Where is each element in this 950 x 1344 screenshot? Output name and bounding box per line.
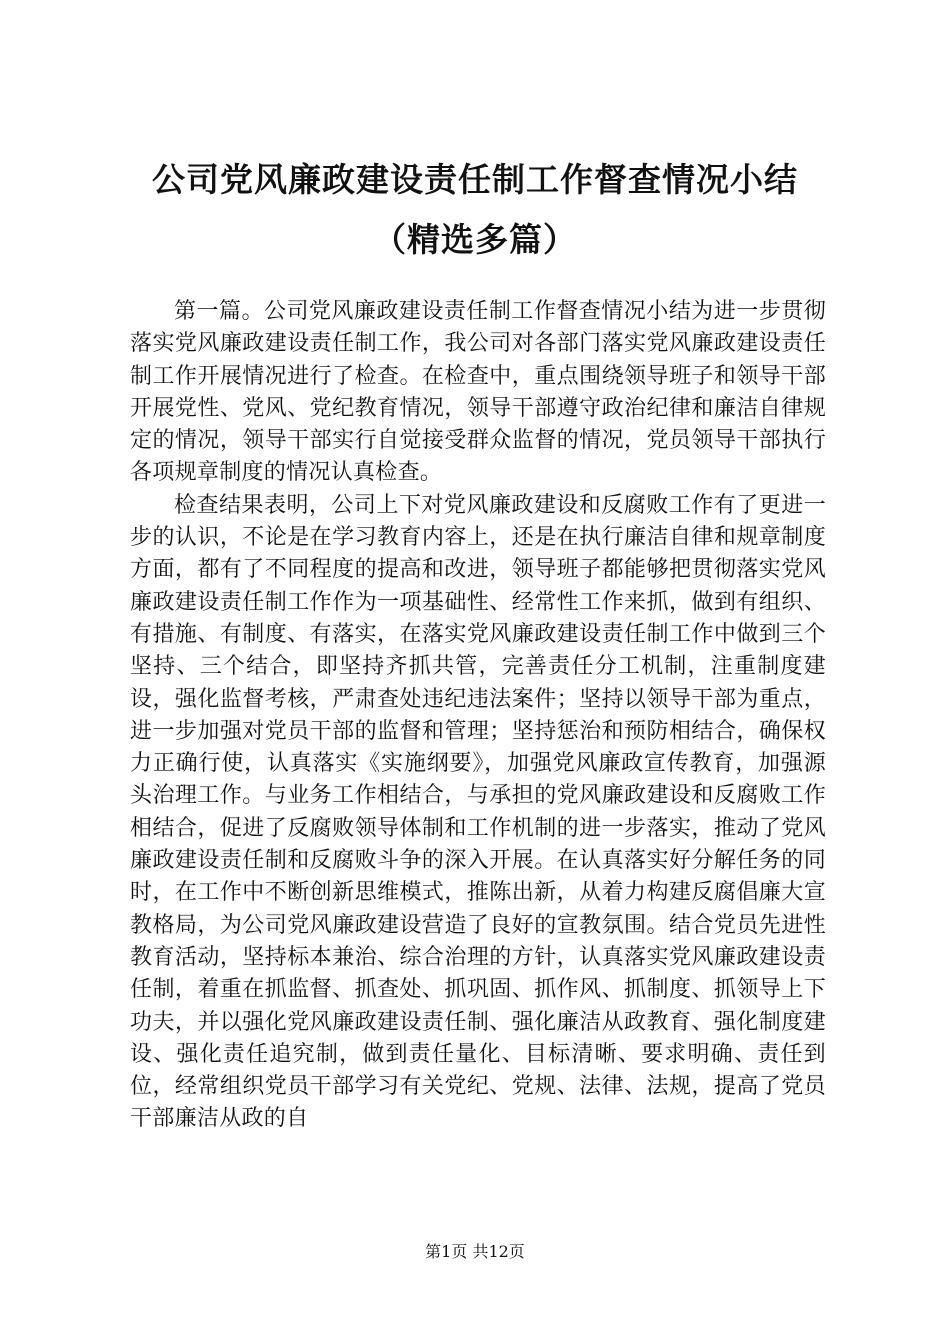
paragraph-2: 检查结果表明，公司上下对党风廉政建设和反腐败工作有了更进一步的认识，不论是在学习教育内容上，还是在执行廉洁自律和规章制度方面，都有了不同程度的提高和改进，领导班子都能够把贯彻落实党风廉政建设责任制工作作为一项基础性、经常性工作来抓，做到有组织、有措施、有制度、有落实，在落实党风廉政建设责任制工作中做到三个坚持、三个结合，即坚持齐抓共管，完善责任分工机制，注重制度建设，强化监督考核，严肃查处违纪违法案件；坚持以领导干部为重点，进一步加强对党员干部的监督和管理；坚持惩治和预防相结合，确保权力正确行使，认真落实《实施纲要》，加强党风廉政宣传教育，加强源头治理工作。与业务工作相结合，与承担的党风廉政建设和反腐败工作相结合，促进了反腐败领导体制和工作机制的进一步落实，推动了党风廉政建设责任制和反腐败斗争的深入开展。在认真落实好分解任务的同时，在工作中不断创新思维模式，推陈出新，从着力构建反腐倡廉大宣教格局，为公司党风廉政建设营造了良好的宣教氛围。结合党员先进性教育活动，坚持标本兼治、综合治理的方针，认真落实党风廉政建设责任制，着重在抓监督、抓查处、抓巩固、抓作风、抓制度、抓领导上下功夫，并以强化党风廉政建设责任制、强化廉洁从政教育、强化制度建设、强化责任追究制，做到责任量化、目标清晰、要求明确、责任到位，经常组织党员干部学习有关党纪、党规、法律、法规，提高了党员干部廉洁从政的自 [130,492,826,1132]
paragraph-1: 第一篇。公司党风廉政建设责任制工作督查情况小结为进一步贯彻落实党风廉政建设责任制工作，我公司对各部门落实党风廉政建设责任制工作开展情况进行了检查。在检查中，重点围绕领导班子和领导干部开展党性、党风、党纪教育情况，领导干部遵守政治纪律和廉洁自律规定的情况，领导干部实行自觉接受群众监督的情况，党员领导干部执行各项规章制度的情况认真检查。 [130,299,826,486]
document-subtitle: （精选多篇） [373,220,577,259]
document-title: 公司党风廉政建设责任制工作督查情况小结 [152,160,798,199]
document-body [130,296,826,1136]
page-footer: 第1页 共12页 [425,1242,525,1261]
